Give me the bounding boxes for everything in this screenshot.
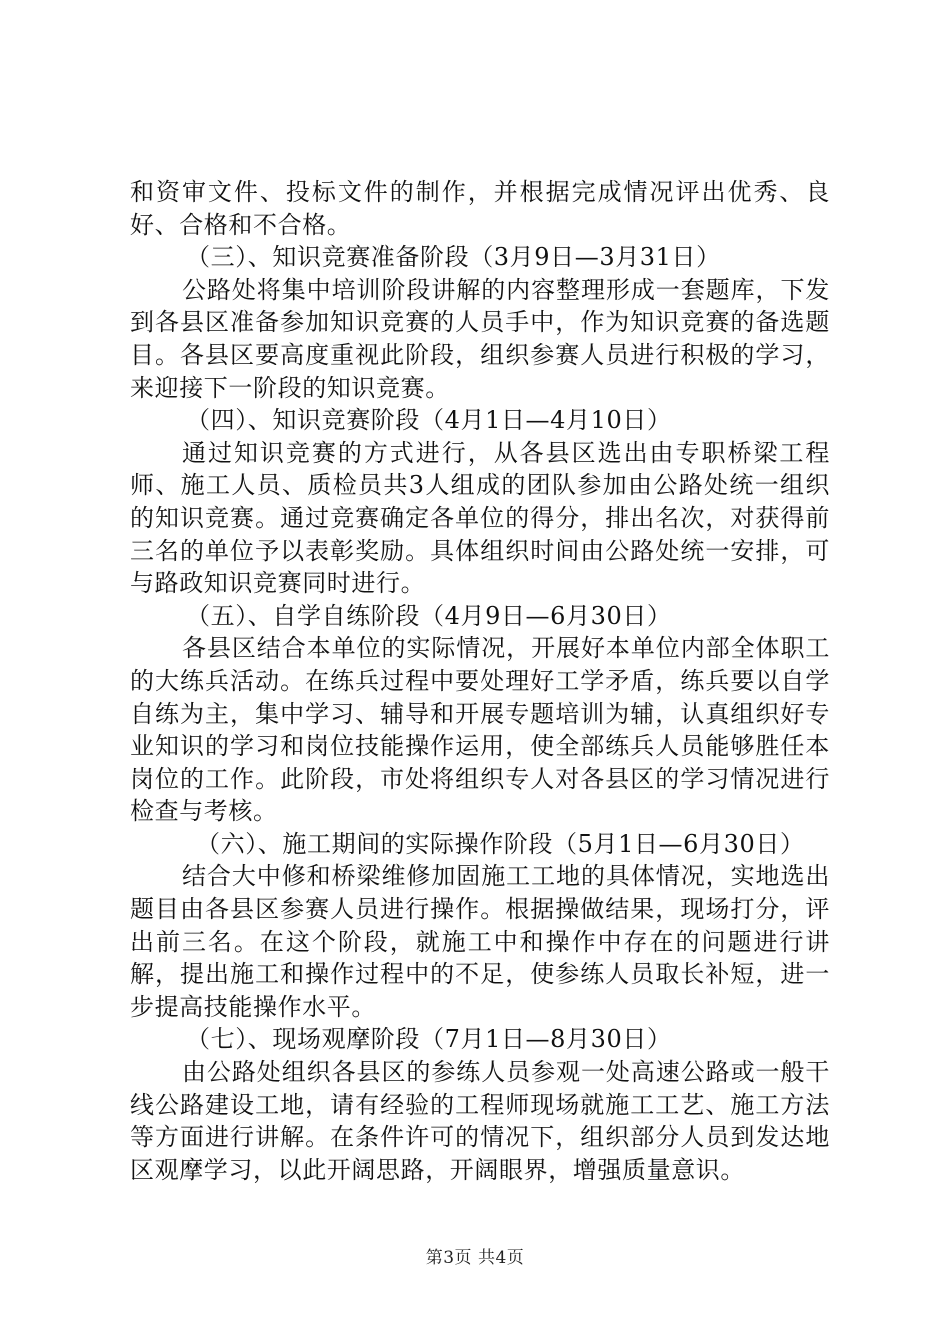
section-body-7: 由公路处组织各县区的参练人员参观一处高速公路或一般干线公路建设工地，请有经验的工程师现场就施工工艺、施工方法等方面进行讲解。在条件许可的情况下，组织部分人员到发达地区观摩学习，以此开阔思路，开阔眼界，增强质量意识。 [130,1058,830,1184]
paragraph-continuation: 和资审文件、投标文件的制作，并根据完成情况评出优秀、良好、合格和不合格。 [130,178,830,239]
section-body-5: 各县区结合本单位的实际情况，开展好本单位内部全体职工的大练兵活动。在练兵过程中要处理好工学矛盾，练兵要以自学自练为主，集中学习、辅导和开展专题培训为辅，认真组织好专业知识的学习和岗位技能操作运用，使全部练兵人员能够胜任本岗位的工作。此阶段，市处将组织专人对各县区的学习情况进行检查与考核。 [130,634,830,826]
section-heading-5: （五）、自学自练阶段（4月9日—6月30日） [186,601,672,630]
section-body-4: 通过知识竞赛的方式进行，从各县区选出由专职桥梁工程师、施工人员、质检员共3人组成的团队参加由公路处统一组织的知识竞赛。通过竞赛确定各单位的得分，排出名次，对获得前三名的单位予以表彰奖励。具体组织时间由公路处统一安排，可与路政知识竞赛同时进行。 [130,438,830,598]
section-heading-3: （三）、知识竞赛准备阶段（3月9日—3月31日） [186,243,721,272]
section-heading-4: （四）、知识竞赛阶段（4月1日—4月10日） [186,406,672,435]
page-number-footer: 第3页 共4页 [425,1248,525,1268]
section-heading-7: （七）、现场观摩阶段（7月1日—8月30日） [186,1025,672,1054]
section-heading-6: （六）、施工期间的实际操作阶段（5月1日—6月30日） [196,829,805,858]
document-body [130,176,830,1186]
section-body-6: 结合大中修和桥梁维修加固施工工地的具体情况，实地选出题目由各县区参赛人员进行操作。根据操做结果，现场打分，评出前三名。在这个阶段，就施工中和操作中存在的问题进行讲解，提出施工和操作过程中的不足，使参练人员取长补短，进一步提高技能操作水平。 [130,862,830,1021]
section-body-3: 公路处将集中培训阶段讲解的内容整理形成一套题库，下发到各县区准备参加知识竞赛的人员手中，作为知识竞赛的备选题目。各县区要高度重视此阶段，组织参赛人员进行积极的学习，来迎接下一阶段的知识竞赛。 [130,275,830,402]
